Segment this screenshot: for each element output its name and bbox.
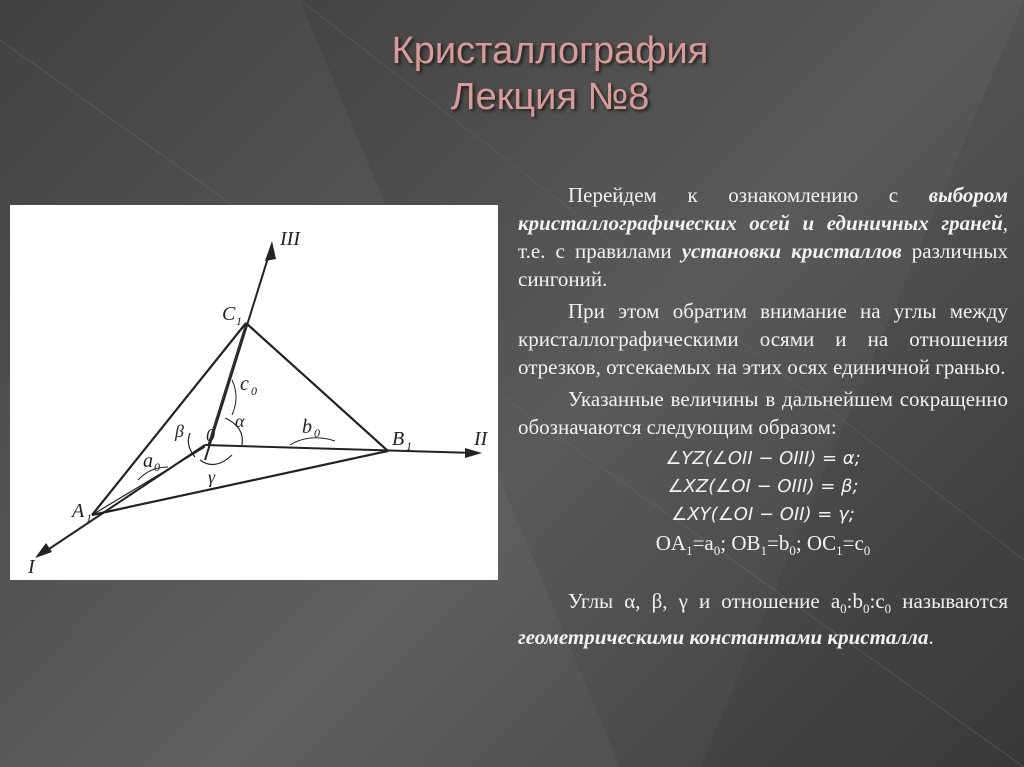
p4-text-a: Углы α, β, γ и отношение a	[568, 589, 841, 614]
label-a1: A	[72, 500, 85, 522]
label-origin: 0	[206, 425, 215, 445]
label-b0-sub: 0	[314, 426, 320, 440]
crystal-axes-figure	[10, 205, 498, 580]
p4-text-f: .	[928, 625, 934, 650]
spacer	[518, 565, 1008, 587]
formula-gamma: ∠XY(∠OI − OII) = γ;	[671, 504, 855, 525]
label-a1-sub: 1	[86, 511, 92, 525]
oa-s5: 1	[836, 543, 843, 559]
oa-s2: 0	[713, 543, 721, 559]
label-axis-i: I	[28, 556, 35, 578]
paragraph-4	[518, 587, 1008, 651]
label-c1: C	[222, 303, 236, 325]
oa-s3: 1	[760, 543, 767, 559]
label-beta: β	[175, 421, 184, 441]
label-c0: c	[240, 373, 249, 395]
label-a0: a	[143, 450, 153, 472]
paragraph-3: Указанные величины в дальнейшем сокращенно обозначаются следующим образом:	[518, 387, 1008, 439]
oa-s4: 0	[789, 543, 796, 559]
label-c1-sub: 1	[236, 314, 242, 328]
p1-emphasis-setup: установки кристаллов	[681, 239, 902, 263]
label-a0-sub: 0	[154, 460, 160, 474]
label-alpha: α	[235, 411, 245, 431]
label-c0-sub: 0	[251, 384, 257, 398]
p4-sub-2: 0	[863, 601, 870, 617]
title-line-2: Лекция №8	[450, 76, 650, 118]
p4-text-d: называются	[891, 589, 1008, 614]
oa-t1: OA	[655, 531, 687, 555]
oa-s6: 0	[863, 543, 871, 559]
paragraph-1	[518, 181, 1008, 293]
p4-text-b: :b	[846, 589, 863, 614]
slide-title	[250, 28, 850, 120]
paragraph-2: При этом обратим внимание на углы между кристаллографическими осями и на отношения отрезков, отсекаемых на этих осях единичной гранью.	[518, 299, 1008, 379]
oa-t4: =b	[767, 531, 790, 555]
oa-s1: 1	[686, 543, 693, 559]
oa-t3: ; OB	[720, 531, 761, 555]
p1-text-a: Перейдем к ознакомлению с	[568, 183, 929, 207]
title-line-1: Кристаллография	[391, 30, 709, 72]
label-b1: B	[392, 428, 405, 450]
label-b0: b	[302, 416, 312, 438]
label-gamma: γ	[208, 467, 216, 487]
p1-text-c: , т.е. с правилами	[518, 211, 1008, 263]
p1-text-e: различных сингоний.	[518, 239, 1008, 291]
oa-t5: ; OC	[795, 531, 837, 555]
lecture-text	[518, 181, 1008, 655]
label-b1-sub: 1	[406, 439, 412, 453]
oa-t2: =a	[692, 531, 714, 555]
p4-sub-3: 0	[884, 601, 892, 617]
p1-emphasis-axes: выбором кристаллографических осей и единичных граней	[518, 183, 1008, 235]
p4-emphasis-constants: геометрическими константами кристалла	[518, 625, 929, 650]
oa-t6: =c	[842, 531, 864, 555]
formula-beta: ∠XZ(∠OI − OIII) = β;	[667, 476, 859, 497]
p4-text-c: :c	[869, 589, 885, 614]
label-axis-iii: III	[280, 228, 300, 250]
segment-definitions	[518, 529, 1008, 565]
p4-sub-1: 0	[840, 601, 847, 617]
axes-diagram	[10, 205, 498, 580]
formula-alpha: ∠YZ(∠OII − OIII) = α;	[665, 448, 861, 469]
label-axis-ii: II	[474, 428, 488, 450]
